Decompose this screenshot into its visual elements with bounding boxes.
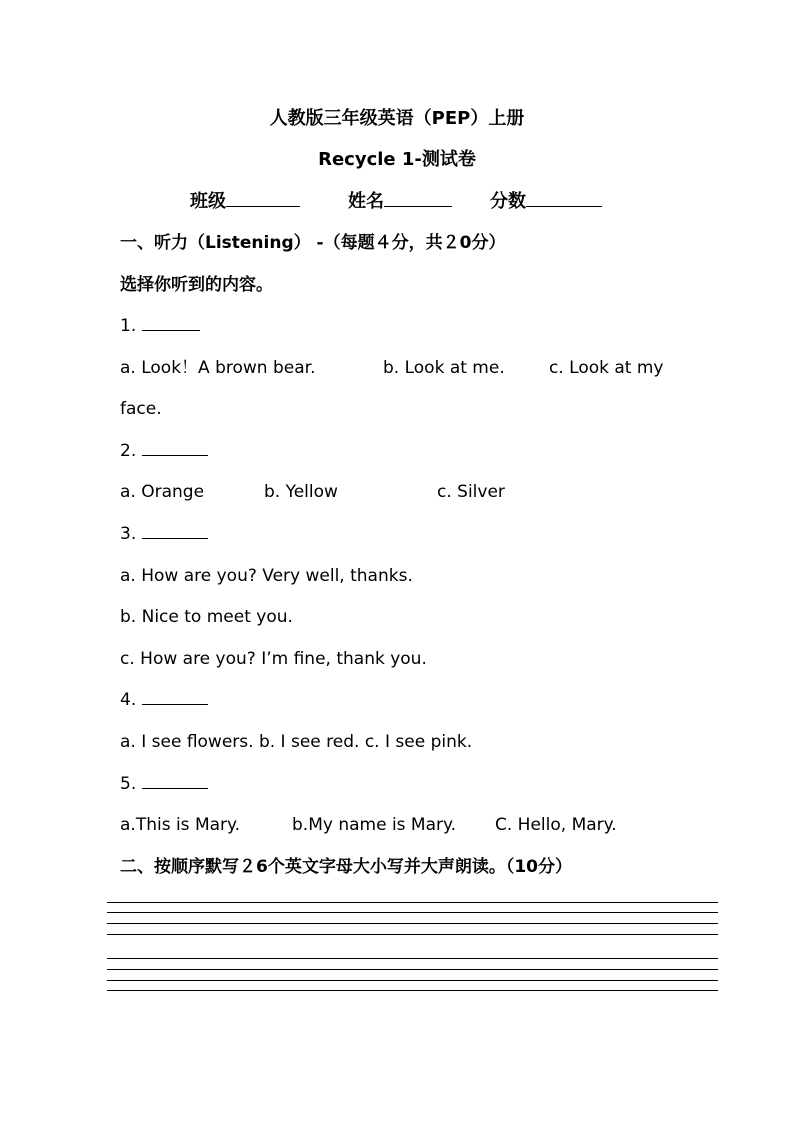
score-blank[interactable]	[526, 192, 602, 207]
q3-option-a: a. How are you? Very well, thanks.	[120, 566, 413, 586]
question-4	[120, 690, 208, 710]
class-field	[190, 191, 300, 213]
q1-option-c-continued: face.	[120, 399, 162, 419]
answer-blank[interactable]	[142, 690, 208, 705]
writing-line	[107, 969, 718, 970]
q5-option-a: a.This is Mary.	[120, 815, 241, 835]
q4-options: a. I see flowers. b. I see red. c. I see pink.	[120, 732, 473, 752]
q1-option-a: a. Look！A brown bear.	[120, 358, 316, 378]
class-label: 班级	[190, 191, 226, 212]
page-title: 人教版三年级英语（PEP）上册	[269, 108, 525, 129]
q1-option-c: c. Look at my	[549, 358, 664, 378]
score-field	[490, 191, 602, 213]
name-field	[348, 191, 452, 213]
answer-blank[interactable]	[142, 441, 208, 456]
name-label: 姓名	[348, 191, 384, 212]
answer-blank[interactable]	[142, 774, 208, 789]
question-number: 4.	[120, 690, 137, 710]
page-subtitle: Recycle 1-测试卷	[318, 149, 476, 170]
q5-option-b: b.My name is Mary.	[292, 815, 457, 835]
class-blank[interactable]	[226, 192, 300, 207]
name-blank[interactable]	[384, 192, 452, 207]
writing-line	[107, 980, 718, 981]
q2-option-a: a. Orange	[120, 482, 205, 502]
score-label: 分数	[490, 191, 526, 212]
question-2	[120, 441, 208, 461]
question-number: 2.	[120, 441, 137, 461]
q2-option-c: c. Silver	[437, 482, 505, 502]
answer-blank[interactable]	[142, 524, 208, 539]
writing-line	[107, 958, 718, 959]
q3-option-b: b. Nice to meet you.	[120, 607, 293, 627]
writing-line	[107, 912, 718, 913]
q2-option-b: b. Yellow	[264, 482, 338, 502]
writing-line	[107, 923, 718, 924]
question-5	[120, 774, 208, 794]
question-number: 5.	[120, 774, 137, 794]
section2-heading: 二、按顺序默写２6个英文字母大小写并大声朗读。（10分）	[120, 857, 572, 877]
question-number: 1.	[120, 316, 137, 336]
section1-heading: 一、听力（Listening） -（每题４分，共２0分）	[120, 233, 506, 253]
writing-line	[107, 990, 718, 991]
q1-option-b: b. Look at me.	[383, 358, 505, 378]
writing-line	[107, 934, 718, 935]
section1-instruction: 选择你听到的内容。	[120, 275, 273, 295]
q3-option-c: c. How are you? I’m fine, thank you.	[120, 649, 427, 669]
q5-option-c: C. Hello, Mary.	[495, 815, 617, 835]
question-number: 3.	[120, 524, 137, 544]
question-1	[120, 316, 200, 336]
answer-blank[interactable]	[142, 316, 200, 331]
question-3	[120, 524, 208, 544]
writing-line	[107, 902, 718, 903]
